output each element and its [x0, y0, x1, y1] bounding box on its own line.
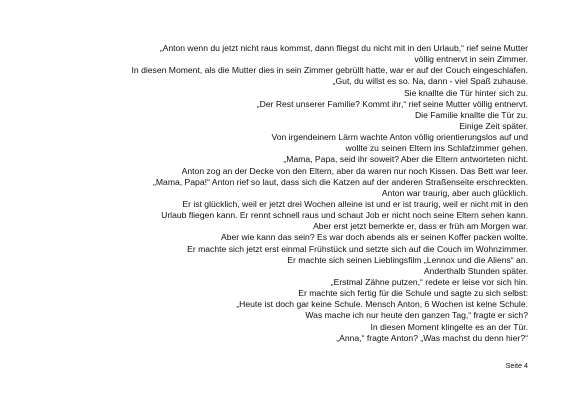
page-number: Seite 4 [505, 361, 528, 370]
text-line: Urlaub fliegen kann. Er rennt schnell raus und schaut Job er nicht noch seine Eltern sehen kann. [161, 210, 528, 221]
story-text [60, 43, 528, 344]
text-line: „Heute ist doch gar keine Schule. Mensch Anton, 6 Wochen ist keine Schule. [236, 299, 528, 310]
text-line: Aber wie kann das sein? Es war doch abends als er seinen Koffer packen wollte. [220, 232, 528, 243]
text-line: Einige Zeit später. [459, 120, 528, 131]
text-line: „Mama, Papa!“ Anton rief so laut, dass sich die Katzen auf der anderen Straßenseite erschreckten. [153, 176, 528, 187]
text-line: Anton war traurig, aber auch glücklich. [381, 187, 528, 198]
text-line: „Mama, Papa, seid ihr soweit? Aber die Eltern antworteten nicht. [283, 154, 528, 165]
text-line: völlig entnervt in sein Zimmer. [414, 54, 528, 65]
text-line: „Der Rest unserer Familie? Kommt ihr,“ rief seine Mutter völlig entnervt. [256, 98, 528, 109]
text-line: „Erstmal Zähne putzen,“ redete er leise vor sich hin. [330, 276, 528, 287]
text-line: Er ist glücklich, weil er jetzt drei Wochen alleine ist und er ist traurig, weil er nicht mit in den [182, 198, 528, 209]
text-line: Sie knallte die Tür hinter sich zu. [403, 87, 528, 98]
text-line: Er machte sich fertig für die Schule und sagte zu sich selbst: [298, 288, 528, 299]
text-line: In diesen Moment klingelte es an der Tür. [370, 321, 528, 332]
text-line: Aber erst jetzt bemerkte er, dass er früh am Morgen war. [313, 221, 528, 232]
text-line: Die Familie knallte die Tür zu. [414, 109, 528, 120]
text-line: „Anton wenn du jetzt nicht raus kommst, dann fliegst du nicht mit in den Urlaub,“ rief seine Mutter [159, 43, 528, 53]
text-line: Anton zog an der Decke von den Eltern, aber da waren nur noch Kissen. Das Bett war leer. [181, 165, 528, 176]
text-line: Anderthalb Stunden später. [423, 265, 528, 276]
text-line: „Gut, du willst es so. Na, dann - viel Spaß zuhause. [332, 76, 528, 87]
text-line: wollte zu seinen Eltern ins Schlafzimmer gehen. [345, 143, 528, 154]
text-line: Von irgendeinem Lärm wachte Anton völlig orientierungslos auf und [271, 132, 528, 143]
text-line: Was mache ich nur heute den ganzen Tag,“ fragte er sich? [305, 310, 528, 321]
text-line: „Anna,“ fragte Anton? „Was machst du denn hier?“ [336, 332, 528, 343]
text-line: Er machte sich jetzt erst einmal Frühstück und setzte sich auf die Couch im Wohnzimmer. [187, 243, 528, 254]
text-line: In diesen Moment, als die Mutter dies in sein Zimmer gebrüllt hatte, war er auf der Couch eingeschlafen. [131, 65, 528, 76]
text-line: Er machte sich seinen Lieblingsfilm „Lennox und die Aliens“ an. [287, 254, 528, 265]
